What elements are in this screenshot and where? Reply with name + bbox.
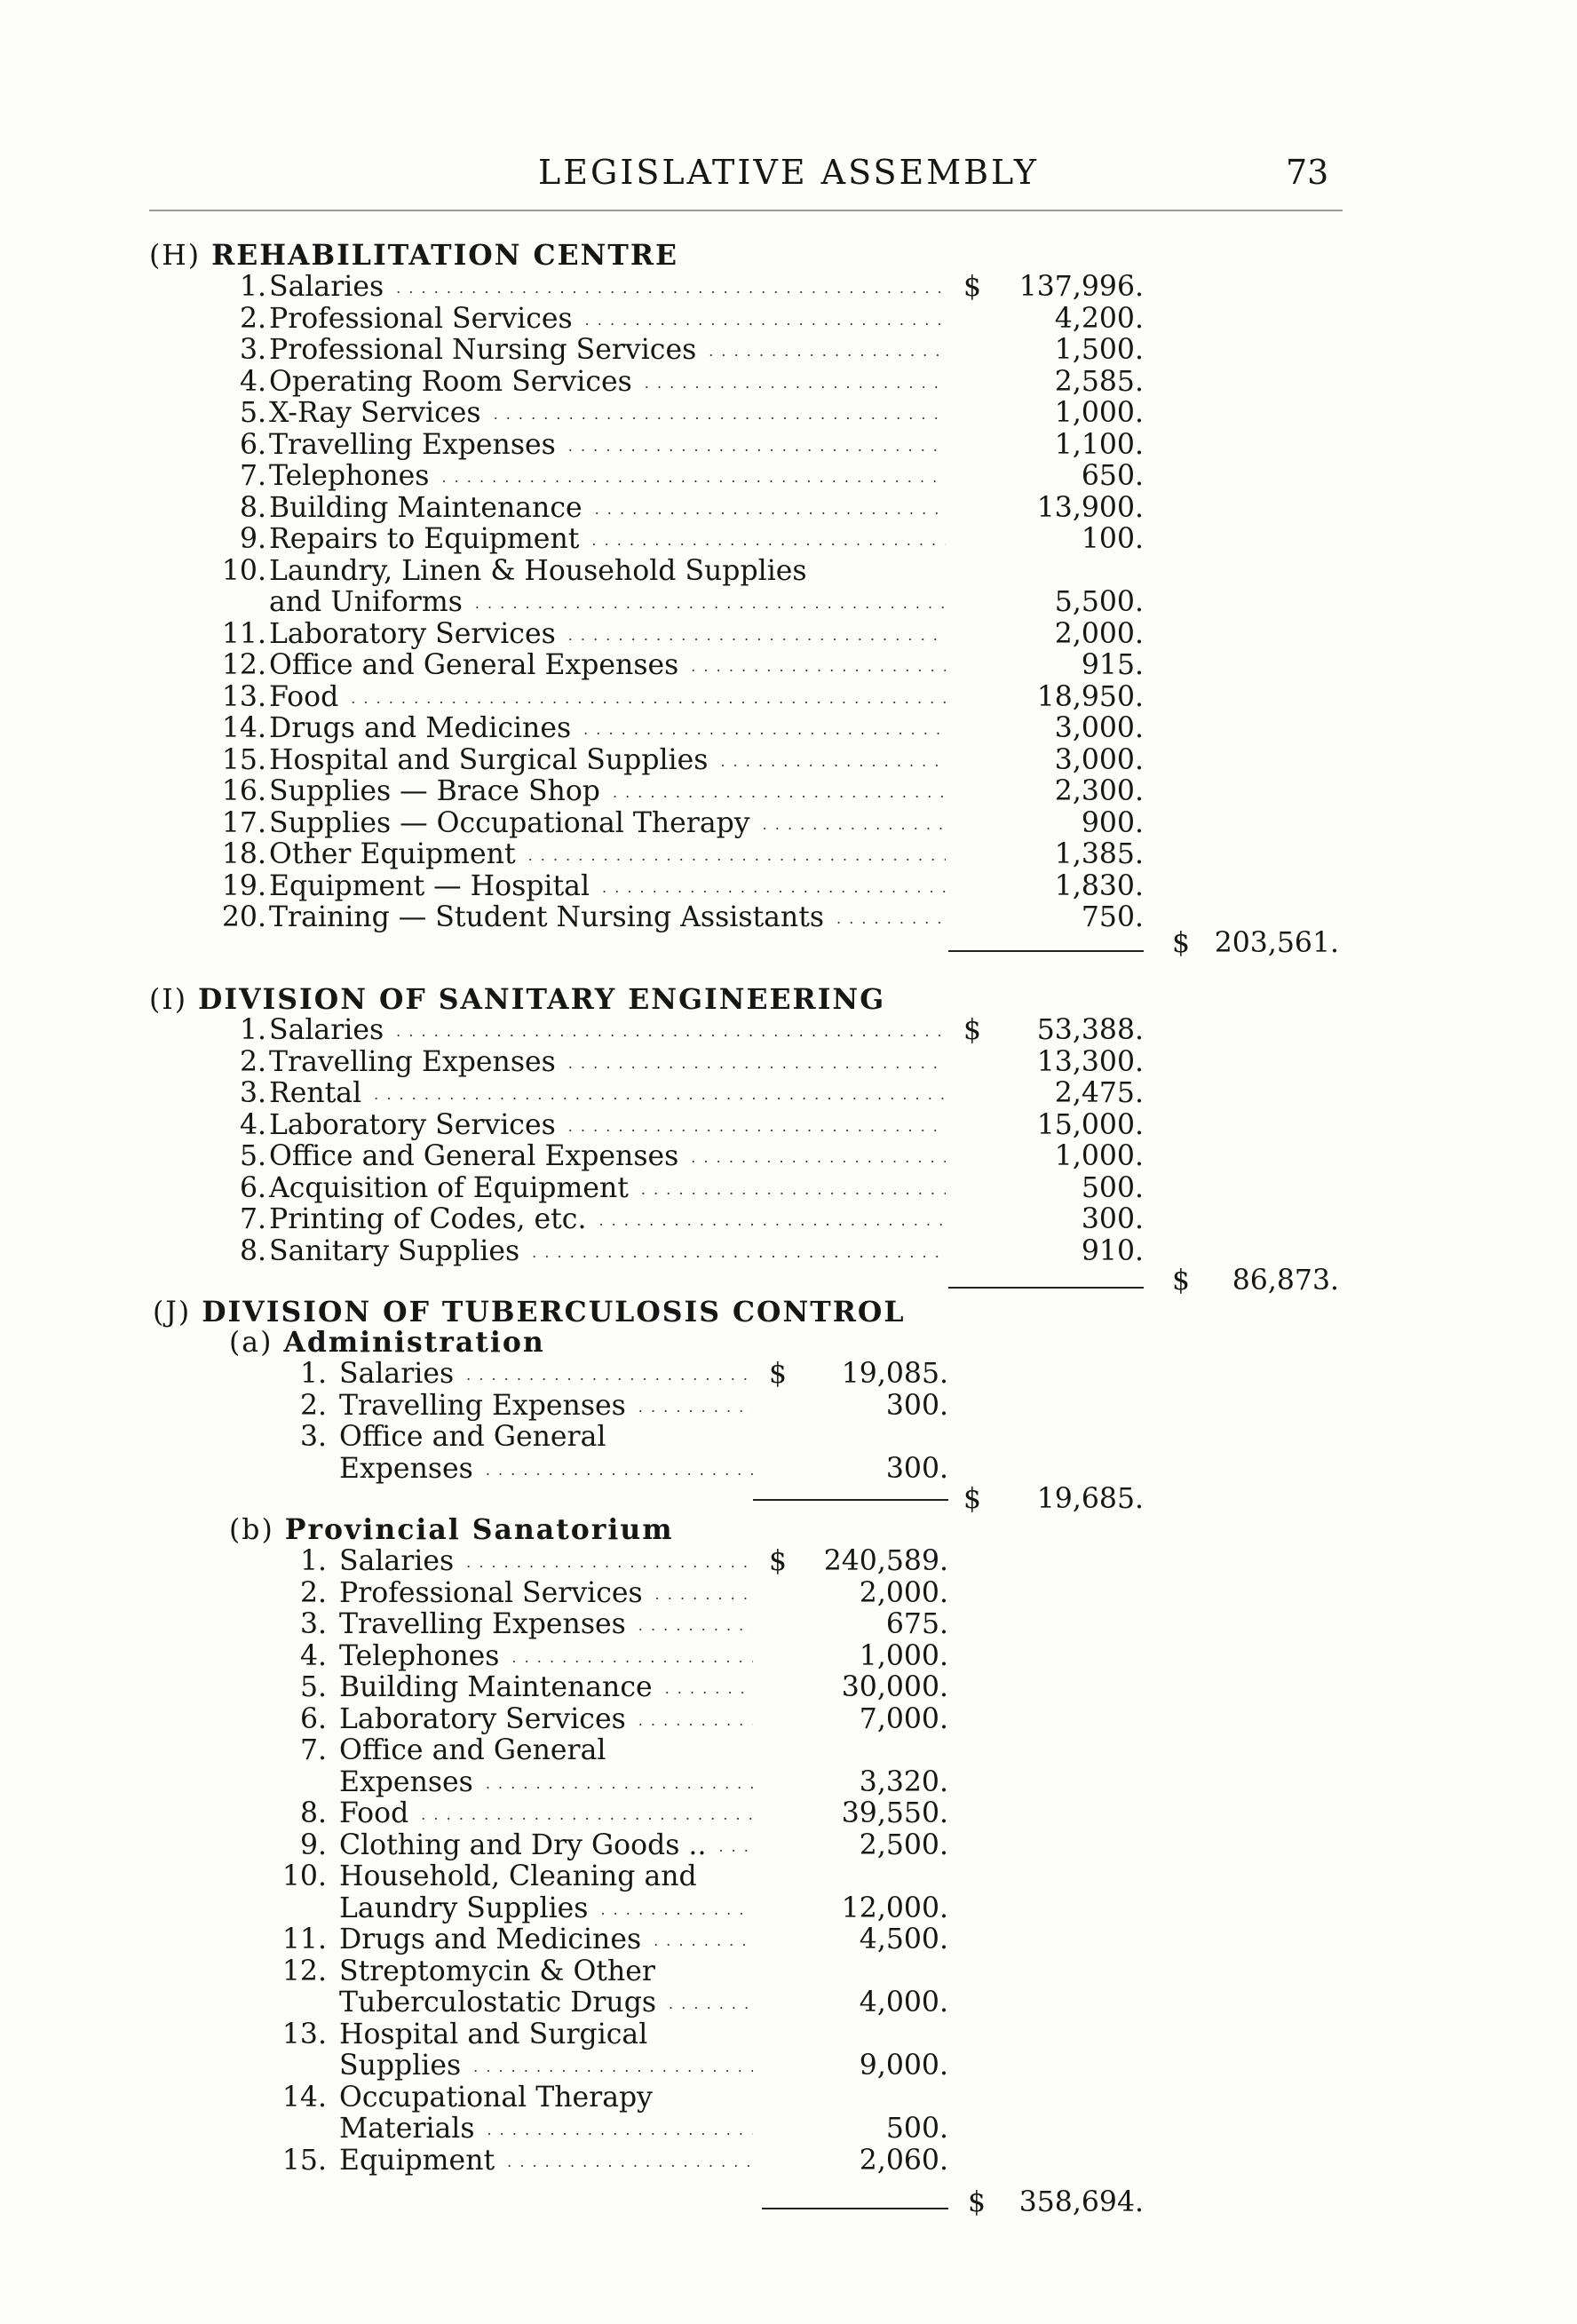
item-number: 5.: [239, 1140, 266, 1172]
item-label: Food: [269, 680, 339, 713]
item-amount: 9,000.: [859, 2050, 948, 2082]
item-number: 14.: [221, 712, 266, 744]
item-amount: 1,100.: [1054, 428, 1144, 461]
item-number: 2.: [239, 302, 266, 335]
dot-leader: [475, 588, 946, 620]
item-amount: 5,500.: [1054, 586, 1144, 618]
dot-leader: [421, 1799, 753, 1831]
dot-leader: [591, 525, 946, 557]
item-amount: 2,475.: [1054, 1077, 1144, 1109]
item-amount: 1,385.: [1054, 838, 1144, 870]
item-amount: 19,085.: [841, 1358, 948, 1390]
item-number: 8.: [239, 1234, 266, 1267]
item-amount: 300.: [885, 1389, 948, 1422]
item-label: Household, Cleaning and: [339, 1860, 697, 1892]
item-label-continued: Materials: [339, 2113, 475, 2145]
dollar-sign: $: [963, 271, 982, 303]
item-amount: 1,000.: [1054, 1140, 1144, 1172]
item-label: Operating Room Services: [269, 365, 632, 398]
dollar-sign: $: [963, 1483, 982, 1515]
dot-leader: [641, 1174, 946, 1206]
item-number: 3.: [239, 334, 266, 366]
item-label-continued: Laundry Supplies: [339, 1892, 589, 1924]
item-number: 4.: [239, 365, 266, 398]
item-amount: 240,589.: [823, 1545, 948, 1577]
section-title: (H) REHABILITATION CENTRE: [149, 239, 679, 272]
item-label-continued: Tuberculostatic Drugs: [339, 1987, 657, 2019]
item-number: 3.: [239, 1077, 266, 1109]
item-label: Food: [339, 1797, 409, 1829]
item-number: 3.: [299, 1608, 327, 1640]
item-number: 8.: [299, 1797, 327, 1829]
item-amount: 300.: [1081, 1203, 1144, 1235]
item-number: 12.: [221, 649, 266, 681]
dot-leader: [568, 1048, 946, 1080]
item-label: Salaries: [339, 1358, 455, 1390]
item-label: Travelling Expenses: [339, 1389, 626, 1422]
dot-leader: [351, 683, 946, 715]
item-amount: 910.: [1081, 1234, 1144, 1267]
item-label: Laboratory Services: [269, 617, 556, 650]
item-number: 20.: [221, 901, 266, 933]
item-number: 9.: [239, 523, 266, 555]
item-label: Professional Nursing Services: [269, 334, 697, 366]
item-number: 1.: [299, 1545, 327, 1577]
item-amount: 3,320.: [859, 1765, 948, 1798]
item-number: 16.: [221, 775, 266, 807]
dot-leader: [374, 1079, 946, 1111]
dot-leader: [396, 273, 946, 305]
dot-leader: [528, 840, 946, 872]
item-label: Equipment — Hospital: [269, 869, 590, 902]
item-label: Training — Student Nursing Assistants: [269, 901, 825, 933]
item-label: Office and General: [339, 1421, 606, 1453]
item-label: Salaries: [269, 1014, 384, 1046]
item-number: 6.: [239, 428, 266, 461]
dollar-sign: $: [963, 1014, 982, 1046]
item-number: 4.: [299, 1639, 327, 1672]
subsection-total: 358,694.: [1018, 2186, 1144, 2218]
item-amount: 915.: [1081, 649, 1144, 681]
dot-leader: [613, 777, 946, 809]
item-number: 2.: [239, 1045, 266, 1078]
item-label-continued: Supplies: [339, 2050, 462, 2082]
item-label: Office and General: [339, 1734, 606, 1766]
item-label: Hospital and Surgical: [339, 2018, 648, 2050]
item-amount: 1,000.: [1054, 397, 1144, 429]
item-amount: 1,830.: [1054, 869, 1144, 902]
item-label-continued: Expenses: [339, 1765, 473, 1798]
dollar-sign: $: [968, 2186, 987, 2218]
item-number: 5.: [239, 397, 266, 429]
header-rule: [149, 210, 1343, 211]
dot-leader: [473, 2051, 753, 2083]
item-number: 7.: [239, 460, 266, 492]
item-amount: 650.: [1081, 460, 1144, 492]
item-amount: 18,950.: [1036, 680, 1144, 713]
item-label: Supplies — Brace Shop: [269, 775, 600, 807]
dot-leader: [466, 1360, 753, 1392]
item-label: Acquisition of Equipment: [269, 1171, 629, 1204]
item-number: 1.: [239, 1014, 266, 1046]
item-amount: 2,000.: [1054, 617, 1144, 650]
dot-leader: [720, 746, 946, 778]
item-label: Telephones: [269, 460, 430, 492]
item-label-continued: and Uniforms: [269, 586, 463, 618]
item-amount: 1,500.: [1054, 334, 1144, 366]
dollar-sign: $: [769, 1545, 788, 1577]
dot-leader: [709, 336, 946, 368]
item-number: 13.: [281, 2018, 327, 2050]
item-number: 3.: [299, 1421, 327, 1453]
item-label: Printing of Codes, etc.: [269, 1203, 587, 1235]
item-number: 13.: [221, 680, 266, 713]
item-label: Equipment: [339, 2144, 495, 2177]
section-total: 86,873.: [1232, 1265, 1339, 1297]
item-label: Building Maintenance: [269, 491, 582, 524]
item-label: Laundry, Linen & Household Supplies: [269, 554, 807, 587]
item-number: 6.: [239, 1171, 266, 1204]
dot-leader: [645, 368, 946, 400]
dot-leader: [568, 620, 946, 652]
item-number: 11.: [221, 617, 266, 650]
item-number: 15.: [221, 743, 266, 776]
item-label: Rental: [269, 1077, 362, 1109]
item-label: Salaries: [339, 1545, 455, 1577]
item-label: Telephones: [339, 1639, 500, 1672]
dot-leader: [583, 714, 946, 746]
item-amount: 4,500.: [859, 1923, 948, 1955]
item-amount: 500.: [1081, 1171, 1144, 1204]
dot-leader: [585, 305, 946, 337]
section-title: (I) DIVISION OF SANITARY ENGINEERING: [149, 983, 886, 1016]
item-label: X-Ray Services: [269, 397, 481, 429]
item-label: Other Equipment: [269, 838, 516, 870]
item-number: 4.: [239, 1108, 266, 1141]
item-amount: 2,300.: [1054, 775, 1144, 807]
dollar-sign: $: [1172, 1265, 1191, 1297]
page-title: LEGISLATIVE ASSEMBLY: [538, 153, 1039, 192]
dot-leader: [466, 1547, 753, 1579]
item-number: 12.: [281, 1955, 327, 1987]
dot-leader: [568, 431, 946, 463]
item-number: 2.: [299, 1389, 327, 1422]
item-label: Professional Services: [339, 1576, 643, 1609]
item-amount: 4,200.: [1054, 302, 1144, 335]
item-amount: 13,300.: [1036, 1045, 1144, 1078]
item-number: 2.: [299, 1576, 327, 1609]
dot-leader: [487, 2114, 753, 2146]
item-label: Travelling Expenses: [269, 428, 556, 461]
item-amount: 53,388.: [1036, 1014, 1144, 1046]
item-amount: 300.: [885, 1452, 948, 1485]
dot-leader: [595, 494, 946, 526]
item-label: Travelling Expenses: [269, 1045, 556, 1078]
item-amount: 3,000.: [1054, 712, 1144, 744]
dollar-sign: $: [769, 1358, 788, 1390]
item-amount: 900.: [1081, 806, 1144, 839]
item-amount: 4,000.: [859, 1987, 948, 2019]
item-number: 7.: [299, 1734, 327, 1766]
dot-leader: [602, 872, 946, 904]
item-amount: 13,900.: [1036, 491, 1144, 524]
dollar-sign: $: [1172, 927, 1191, 959]
item-number: 17.: [221, 806, 266, 839]
dot-leader: [598, 1205, 946, 1237]
item-label: Office and General Expenses: [269, 1140, 679, 1172]
item-amount: 2,060.: [859, 2144, 948, 2177]
item-amount: 500.: [885, 2113, 948, 2145]
dot-leader: [691, 1142, 946, 1174]
item-label: Laboratory Services: [269, 1108, 556, 1141]
item-amount: 750.: [1081, 901, 1144, 933]
dot-leader: [486, 1455, 753, 1487]
dot-leader: [494, 399, 946, 431]
item-number: 9.: [299, 1828, 327, 1861]
item-label: Sanitary Supplies: [269, 1234, 520, 1267]
item-number: 10.: [281, 1860, 327, 1892]
item-amount: 3,000.: [1054, 743, 1144, 776]
dot-leader: [507, 2146, 753, 2178]
item-amount: 39,550.: [841, 1797, 948, 1829]
dot-leader: [441, 462, 946, 494]
dot-leader: [691, 651, 946, 683]
subsection-title: (a) Administration: [229, 1326, 545, 1359]
item-label: Drugs and Medicines: [269, 712, 572, 744]
item-label: Clothing and Dry Goods ..: [339, 1828, 707, 1861]
dot-leader: [486, 1768, 753, 1800]
section-total: 203,561.: [1214, 927, 1339, 959]
item-label: Hospital and Surgical Supplies: [269, 743, 709, 776]
item-number: 10.: [221, 554, 266, 587]
item-number: 1.: [239, 271, 266, 303]
item-amount: 137,996.: [1018, 271, 1144, 303]
item-label-continued: Expenses: [339, 1452, 473, 1485]
item-number: 19.: [221, 869, 266, 902]
page-number: 73: [1286, 153, 1329, 192]
item-number: 7.: [239, 1203, 266, 1235]
item-amount: 2,585.: [1054, 365, 1144, 398]
item-amount: 15,000.: [1036, 1108, 1144, 1141]
item-amount: 7,000.: [859, 1702, 948, 1735]
item-label: Drugs and Medicines: [339, 1923, 642, 1955]
item-number: 5.: [299, 1671, 327, 1703]
item-amount: 2,500.: [859, 1828, 948, 1861]
item-label: Supplies — Occupational Therapy: [269, 806, 750, 839]
item-number: 8.: [239, 491, 266, 524]
subsection-title: (b) Provincial Sanatorium: [229, 1513, 674, 1546]
item-number: 18.: [221, 838, 266, 870]
item-label: Streptomycin & Other: [339, 1955, 655, 1987]
item-label: Salaries: [269, 271, 384, 303]
section-title: (J) DIVISION OF TUBERCULOSIS CONTROL: [153, 1296, 906, 1329]
item-amount: 2,000.: [859, 1576, 948, 1609]
item-number: 14.: [281, 2081, 327, 2114]
subsection-total: 19,685.: [1036, 1483, 1144, 1515]
item-number: 15.: [281, 2144, 327, 2177]
item-label: Building Maintenance: [339, 1671, 653, 1703]
dot-leader: [532, 1237, 946, 1269]
item-amount: 675.: [885, 1608, 948, 1640]
item-amount: 30,000.: [841, 1671, 948, 1703]
item-amount: 12,000.: [841, 1892, 948, 1924]
item-number: 1.: [299, 1358, 327, 1390]
item-label: Office and General Expenses: [269, 649, 679, 681]
item-label: Travelling Expenses: [339, 1608, 626, 1640]
item-number: 6.: [299, 1702, 327, 1735]
item-number: 11.: [281, 1923, 327, 1955]
dot-leader: [568, 1111, 946, 1143]
item-label: Occupational Therapy: [339, 2081, 653, 2114]
item-amount: 1,000.: [859, 1639, 948, 1672]
item-label: Repairs to Equipment: [269, 523, 580, 555]
item-label: Laboratory Services: [339, 1702, 626, 1735]
item-amount: 100.: [1081, 523, 1144, 555]
dot-leader: [396, 1016, 946, 1048]
item-label: Professional Services: [269, 302, 573, 335]
